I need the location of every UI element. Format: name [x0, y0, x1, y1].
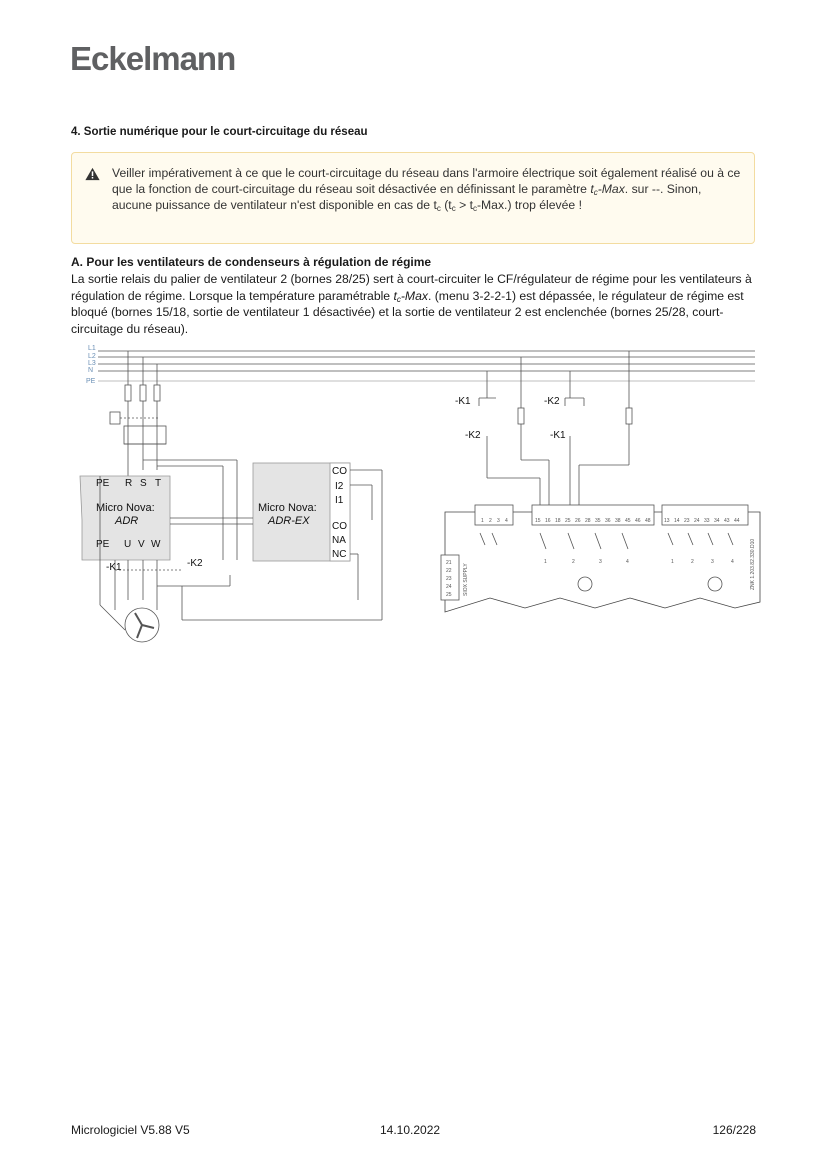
- supply-terminal-22: 22: [446, 568, 452, 574]
- relay-number-4: 4: [626, 559, 629, 565]
- subsection-paragraph: La sortie relais du palier de ventilateur 2 (bornes 28/25) sert à court-circuiter le CF/régulateur de régime pour les ventilateurs à régulation de régime. Lorsque la température paramétrable $t_c$-Max. (menu 3-2-2-1) est dépassée, le régulateur de régime est bloqué (bornes 15/18, sortie de ventilateur 1 désactivée) et la sortie de ventilateur 2 est enclenchée (bornes 25/28, court-circuitage du réseau).: [71, 272, 752, 336]
- adr-ex-terminal-co-top: CO: [332, 466, 347, 477]
- block2-terminal-38: 38: [615, 518, 621, 524]
- adr-terminal-v: V: [138, 539, 145, 550]
- block3-terminal-43: 43: [724, 518, 730, 524]
- block3-terminal-14: 14: [674, 518, 680, 524]
- block3-terminal-33: 33: [704, 518, 710, 524]
- block2-terminal-15: 15: [535, 518, 541, 524]
- line-label-n: N: [88, 367, 94, 374]
- line-label-pe: PE: [86, 378, 96, 385]
- adr-ex-terminal-nc: NC: [332, 549, 347, 560]
- supply-label: SIOX SUPPLY: [463, 563, 469, 596]
- block2-terminal-45: 45: [625, 518, 631, 524]
- subsection-title: A. Pour les ventilateurs de condenseurs à régulation de régime: [71, 255, 432, 269]
- supply-terminal-21: 21: [446, 560, 452, 566]
- adr-ex-name: Micro Nova:: [258, 502, 317, 514]
- company-logo: Eckelmann: [70, 40, 236, 77]
- section-title: 4. Sortie numérique pour le court-circuitage du réseau: [71, 126, 368, 138]
- block1-terminal-2: 2: [489, 518, 492, 524]
- adr-terminal-pe: PE: [96, 478, 110, 489]
- adr-terminal-t: T: [155, 478, 162, 489]
- block3-terminal-23: 23: [684, 518, 690, 524]
- adr-name: Micro Nova:: [96, 502, 155, 514]
- document-code: ZNK 1.203.82.330.D10: [750, 538, 756, 590]
- block2-terminal-28: 28: [585, 518, 591, 524]
- adr-terminal-u: U: [124, 539, 132, 550]
- block1-terminal-4: 4: [505, 518, 508, 524]
- k1-label-left: -K1: [106, 562, 122, 573]
- footer-page-number: 126/228: [712, 1123, 756, 1137]
- adr-ex-terminal-i1: I1: [335, 495, 344, 506]
- k2-label-left: -K2: [187, 558, 203, 569]
- block2-terminal-35: 35: [595, 518, 601, 524]
- adr-terminal-w: W: [151, 539, 161, 550]
- adr-model: ADR: [115, 515, 139, 527]
- relay-number-right-4: 4: [731, 559, 734, 565]
- supply-terminal-24: 24: [446, 584, 452, 590]
- block2-terminal-16: 16: [545, 518, 551, 524]
- block1-terminal-1: 1: [481, 518, 484, 524]
- block3-terminal-13: 13: [664, 518, 670, 524]
- adr-terminal-pe-out: PE: [96, 539, 110, 550]
- k1-label-right: -K1: [455, 396, 471, 407]
- relay-number-right-1: 1: [671, 559, 674, 565]
- relay-number-2: 2: [572, 559, 575, 565]
- k2-contact-label: -K2: [465, 430, 481, 441]
- line-label-l3: L3: [88, 360, 96, 367]
- relay-number-right-3: 3: [711, 559, 714, 565]
- adr-ex-model: ADR-EX: [268, 515, 310, 527]
- adr-ex-terminal-i2: I2: [335, 481, 344, 492]
- block1-terminal-3: 3: [497, 518, 500, 524]
- adr-terminal-r: R: [125, 478, 133, 489]
- k2-label-right: -K2: [544, 396, 560, 407]
- adr-ex-terminal-na: NA: [332, 535, 346, 546]
- warning-text: Veiller impérativement à ce que le court-circuitage du réseau dans l'armoire électrique soit également réalisé ou à ce que la fonction de court-circuitage du réseau soit désactivée en définissant le paramètre $t_c$-Max. sur --. Sinon, aucune puissance de ventilateur n'est disponible en cas de $t_c$ $(t_c > t_c-Max.)$ trop élevée !: [112, 166, 741, 213]
- block2-terminal-25: 25: [565, 518, 571, 524]
- footer-software-version: Micrologiciel V5.88 V5: [71, 1123, 190, 1137]
- footer-date: 14.10.2022: [380, 1123, 441, 1137]
- k1-contact-label: -K1: [550, 430, 566, 441]
- line-label-l2: L2: [88, 353, 96, 360]
- block2-terminal-18: 18: [555, 518, 561, 524]
- block3-terminal-44: 44: [734, 518, 740, 524]
- relay-number-1: 1: [544, 559, 547, 565]
- relay-number-3: 3: [599, 559, 602, 565]
- block2-terminal-26: 26: [575, 518, 581, 524]
- adr-terminal-s: S: [140, 478, 147, 489]
- adr-ex-terminal-co-bottom: CO: [332, 521, 347, 532]
- supply-terminal-25: 25: [446, 592, 452, 598]
- block2-terminal-46: 46: [635, 518, 641, 524]
- block3-terminal-24: 24: [694, 518, 700, 524]
- block2-terminal-36: 36: [605, 518, 611, 524]
- line-label-l1: L1: [88, 345, 96, 352]
- block2-terminal-48: 48: [645, 518, 651, 524]
- block3-terminal-34: 34: [714, 518, 720, 524]
- relay-number-right-2: 2: [691, 559, 694, 565]
- supply-terminal-23: 23: [446, 576, 452, 582]
